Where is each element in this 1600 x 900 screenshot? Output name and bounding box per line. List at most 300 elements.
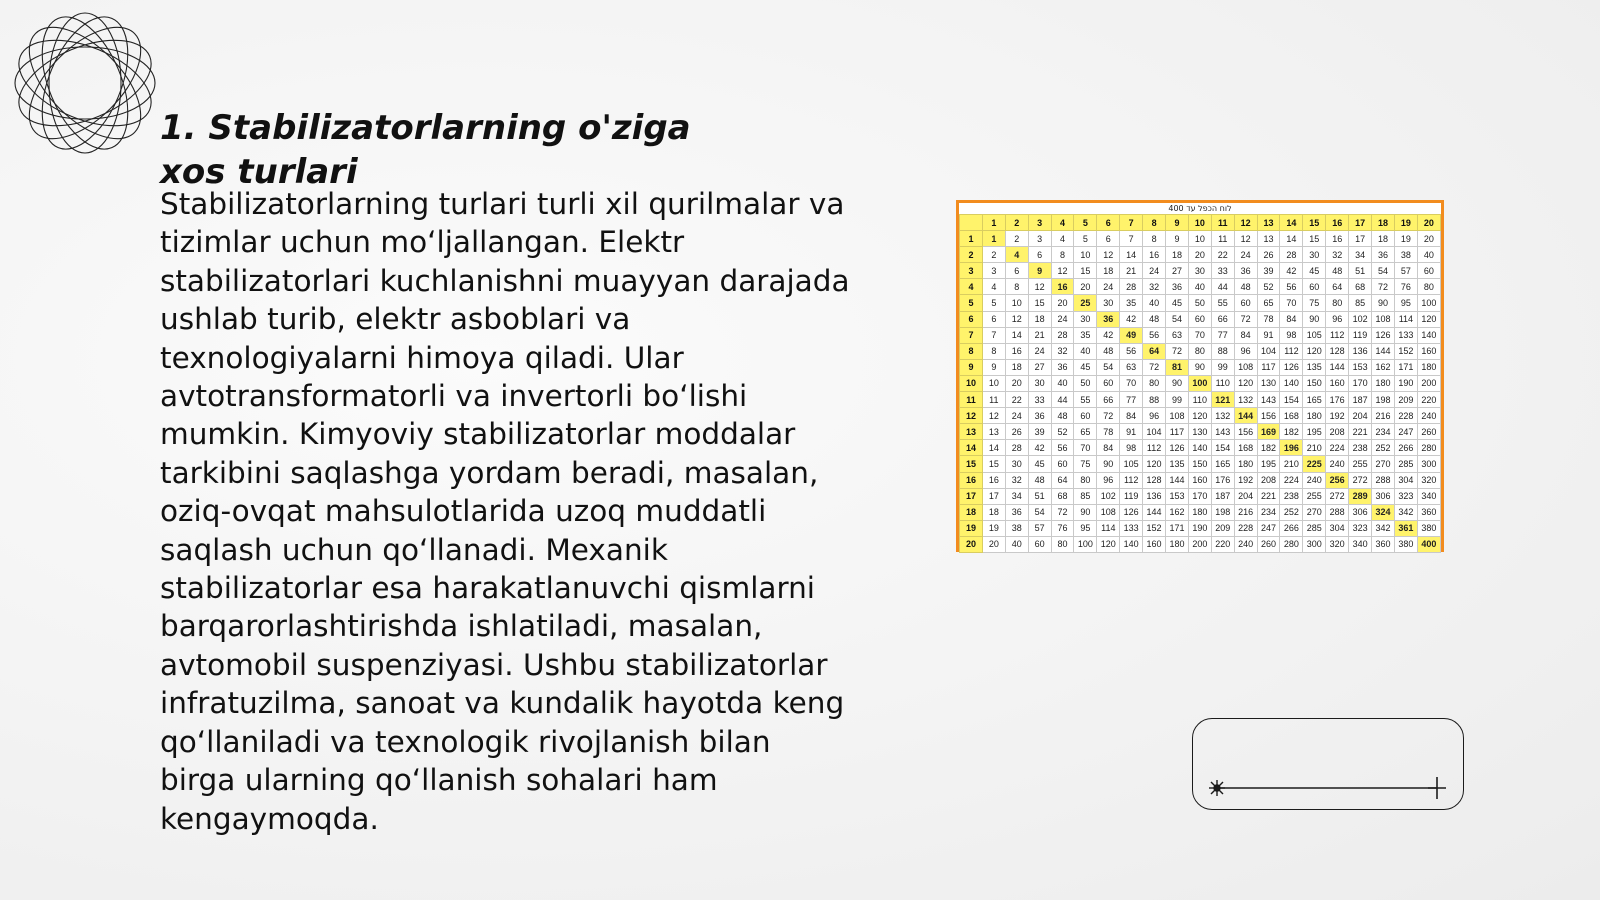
column-header: 13: [1257, 215, 1280, 231]
table-cell: 22: [1211, 247, 1234, 263]
table-cell: 34: [1349, 247, 1372, 263]
table-cell: 72: [1166, 343, 1189, 359]
table-cell: 228: [1234, 520, 1257, 536]
table-row: [960, 424, 1441, 440]
table-cell: 40: [1188, 279, 1211, 295]
table-cell: 320: [1326, 536, 1349, 552]
table-cell: 140: [1417, 327, 1440, 343]
table-cell: 252: [1280, 504, 1303, 520]
table-cell: 180: [1234, 456, 1257, 472]
table-cell: 132: [1211, 408, 1234, 424]
column-header: 12: [1234, 215, 1257, 231]
table-cell: 6: [982, 311, 1005, 327]
table-cell: 57: [1394, 263, 1417, 279]
column-header: 17: [1349, 215, 1372, 231]
table-cell: 210: [1303, 440, 1326, 456]
table-cell: 171: [1166, 520, 1189, 536]
table-cell: 132: [1234, 392, 1257, 408]
table-cell: 96: [1326, 311, 1349, 327]
table-cell: 18: [1372, 231, 1395, 247]
table-cell: 266: [1394, 440, 1417, 456]
table-cell: 96: [1234, 343, 1257, 359]
row-header: 12: [960, 408, 983, 424]
table-cell: 24: [1028, 343, 1051, 359]
table-cell: 323: [1349, 520, 1372, 536]
table-cell: 15: [1074, 263, 1097, 279]
table-cell: 44: [1211, 279, 1234, 295]
table-cell: 72: [1372, 279, 1395, 295]
table-row: [960, 295, 1441, 311]
table-cell: 10: [1005, 295, 1028, 311]
row-header: 20: [960, 536, 983, 552]
table-cell: 247: [1257, 520, 1280, 536]
table-cell: 11: [982, 392, 1005, 408]
table-cell: 300: [1417, 456, 1440, 472]
table-cell: 91: [1120, 424, 1143, 440]
table-cell: 15: [1028, 295, 1051, 311]
table-cell: 220: [1417, 392, 1440, 408]
row-header: 18: [960, 504, 983, 520]
table-cell: 19: [1394, 231, 1417, 247]
table-cell: 12: [1097, 247, 1120, 263]
table-cell: 240: [1417, 408, 1440, 424]
table-cell: 14: [1120, 247, 1143, 263]
table-cell: 36: [1028, 408, 1051, 424]
cross-icon[interactable]: [1428, 777, 1446, 799]
table-cell: 88: [1143, 392, 1166, 408]
table-cell: 36: [1372, 247, 1395, 263]
table-cell: 114: [1394, 311, 1417, 327]
table-cell: 70: [1188, 327, 1211, 343]
table-cell: 56: [1120, 343, 1143, 359]
table-cell: 3: [1028, 231, 1051, 247]
table-cell: 72: [1051, 504, 1074, 520]
table-cell: 80: [1417, 279, 1440, 295]
table-row: [960, 440, 1441, 456]
table-cell: 119: [1349, 327, 1372, 343]
table-cell: 200: [1417, 375, 1440, 391]
table-cell: 108: [1372, 311, 1395, 327]
table-cell: 36: [1097, 311, 1120, 327]
table-cell: 8: [982, 343, 1005, 359]
table-cell: 40: [1143, 295, 1166, 311]
table-corner-cell: [960, 215, 983, 231]
table-cell: 81: [1166, 359, 1189, 375]
row-header: 19: [960, 520, 983, 536]
table-cell: 30: [1005, 456, 1028, 472]
table-cell: 260: [1417, 424, 1440, 440]
table-cell: 120: [1234, 375, 1257, 391]
table-cell: 48: [1326, 263, 1349, 279]
table-cell: 180: [1372, 375, 1395, 391]
table-cell: 78: [1257, 311, 1280, 327]
table-row: [960, 504, 1441, 520]
table-cell: 190: [1188, 520, 1211, 536]
table-cell: 150: [1303, 375, 1326, 391]
table-cell: 4: [1005, 247, 1028, 263]
table-cell: 4: [1051, 231, 1074, 247]
table-cell: 256: [1326, 472, 1349, 488]
table-cell: 238: [1280, 488, 1303, 504]
table-cell: 54: [1097, 359, 1120, 375]
table-cell: 20: [1005, 375, 1028, 391]
table-cell: 15: [982, 456, 1005, 472]
table-cell: 360: [1372, 536, 1395, 552]
table-cell: 26: [1257, 247, 1280, 263]
table-cell: 84: [1280, 311, 1303, 327]
table-cell: 12: [1051, 263, 1074, 279]
table-cell: 56: [1280, 279, 1303, 295]
table-cell: 120: [1417, 311, 1440, 327]
table-row: [960, 392, 1441, 408]
table-cell: 60: [1417, 263, 1440, 279]
table-cell: 126: [1280, 359, 1303, 375]
table-cell: 280: [1417, 440, 1440, 456]
table-cell: 104: [1257, 343, 1280, 359]
table-cell: 76: [1394, 279, 1417, 295]
table-cell: 24: [1234, 247, 1257, 263]
table-cell: 24: [1005, 408, 1028, 424]
table-cell: 40: [1051, 375, 1074, 391]
table-cell: 160: [1417, 343, 1440, 359]
table-cell: 126: [1372, 327, 1395, 343]
table-cell: 3: [982, 263, 1005, 279]
table-cell: 112: [1280, 343, 1303, 359]
table-cell: 208: [1326, 424, 1349, 440]
table-cell: 32: [1326, 247, 1349, 263]
table-cell: 15: [1303, 231, 1326, 247]
table-cell: 6: [1005, 263, 1028, 279]
table-cell: 160: [1188, 472, 1211, 488]
table-cell: 340: [1417, 488, 1440, 504]
table-cell: 88: [1211, 343, 1234, 359]
table-cell: 36: [1166, 279, 1189, 295]
table-cell: 90: [1097, 456, 1120, 472]
table-cell: 2: [1005, 231, 1028, 247]
row-header: 14: [960, 440, 983, 456]
table-cell: 130: [1188, 424, 1211, 440]
table-cell: 108: [1234, 359, 1257, 375]
table-cell: 285: [1303, 520, 1326, 536]
table-row: [960, 263, 1441, 279]
table-cell: 272: [1349, 472, 1372, 488]
table-cell: 7: [1120, 231, 1143, 247]
table-cell: 60: [1051, 456, 1074, 472]
table-cell: 72: [1143, 359, 1166, 375]
table-cell: 221: [1257, 488, 1280, 504]
table-caption: לוח הכפל עד 400: [1168, 204, 1232, 213]
row-header: 3: [960, 263, 983, 279]
table-cell: 96: [1143, 408, 1166, 424]
table-row: [960, 488, 1441, 504]
table-cell: 180: [1417, 359, 1440, 375]
table-cell: 108: [1166, 408, 1189, 424]
table-cell: 36: [1005, 504, 1028, 520]
table-cell: 24: [1051, 311, 1074, 327]
table-cell: 80: [1188, 343, 1211, 359]
table-cell: 20: [1417, 231, 1440, 247]
table-cell: 10: [1188, 231, 1211, 247]
table-cell: 168: [1280, 408, 1303, 424]
table-cell: 27: [1166, 263, 1189, 279]
table-cell: 108: [1097, 504, 1120, 520]
column-header: 20: [1417, 215, 1440, 231]
table-cell: 7: [982, 327, 1005, 343]
table-cell: 128: [1326, 343, 1349, 359]
table-cell: 60: [1188, 311, 1211, 327]
table-cell: 18: [1005, 359, 1028, 375]
table-cell: 16: [1326, 231, 1349, 247]
table-cell: 154: [1211, 440, 1234, 456]
slide-body-text: Stabilizatorlarning turlari turli xil qurilmalar va tizimlar uchun mo‘ljallangan. Elektr stabilizatorlari kuchlanishni muayyan darajada ushlab turib, elektr asboblari va texnologiyalarni himoya qiladi. Ular avtotransformatorli va invertorli bo‘lishi mumkin. Kimyoviy stabilizatorlar moddalar tarkibini saqlashga yordam beradi, masalan, oziq-ovqat mahsulotlarida uzoq muddatli saqlash uchun qo‘llanadi. Mexanik stabilizatorlar esa harakatlanuvchi qismlarni barqarorlashtirishda ishlatiladi, masalan, avtomobil suspenziyasi. Ushbu stabilizatorlar infratuzilma, sanoat va kundalik hayotda keng qo‘llaniladi va texnologik rivojlanish bilan birga ularning qo‘llanish sohalari ham kengaymoqda.: [160, 187, 850, 836]
table-cell: 80: [1143, 375, 1166, 391]
table-row: [960, 359, 1441, 375]
table-cell: 95: [1074, 520, 1097, 536]
table-cell: 270: [1303, 504, 1326, 520]
table-cell: 110: [1211, 375, 1234, 391]
column-header: 10: [1188, 215, 1211, 231]
table-cell: 30: [1074, 311, 1097, 327]
table-cell: 40: [1005, 536, 1028, 552]
table-cell: 14: [982, 440, 1005, 456]
table-cell: 14: [1005, 327, 1028, 343]
column-header: 11: [1211, 215, 1234, 231]
table-cell: 135: [1303, 359, 1326, 375]
table-cell: 95: [1394, 295, 1417, 311]
table-cell: 54: [1166, 311, 1189, 327]
table-cell: 36: [1051, 359, 1074, 375]
table-cell: 18: [982, 504, 1005, 520]
table-cell: 153: [1349, 359, 1372, 375]
row-header: 2: [960, 247, 983, 263]
table-cell: 42: [1028, 440, 1051, 456]
table-cell: 152: [1394, 343, 1417, 359]
table-cell: 304: [1326, 520, 1349, 536]
table-cell: 68: [1051, 488, 1074, 504]
table-cell: 224: [1280, 472, 1303, 488]
table-cell: 10: [982, 375, 1005, 391]
table-cell: 190: [1394, 375, 1417, 391]
table-cell: 54: [1028, 504, 1051, 520]
table-cell: 216: [1372, 408, 1395, 424]
table-cell: 340: [1349, 536, 1372, 552]
table-cell: 5: [982, 295, 1005, 311]
table-cell: 9: [982, 359, 1005, 375]
table-cell: 56: [1051, 440, 1074, 456]
table-cell: 2: [982, 247, 1005, 263]
table-cell: 18: [1028, 311, 1051, 327]
table-cell: 25: [1074, 295, 1097, 311]
table-cell: 400: [1417, 536, 1440, 552]
row-header: 10: [960, 375, 983, 391]
slider-control[interactable]: [1192, 718, 1464, 810]
table-cell: 48: [1097, 343, 1120, 359]
table-cell: 36: [1234, 263, 1257, 279]
table-cell: 361: [1394, 520, 1417, 536]
column-header: 19: [1394, 215, 1417, 231]
table-cell: 112: [1326, 327, 1349, 343]
sparkle-icon[interactable]: [1209, 780, 1225, 796]
table-cell: 21: [1120, 263, 1143, 279]
table-cell: 17: [982, 488, 1005, 504]
table-row: [960, 247, 1441, 263]
table-cell: 180: [1303, 408, 1326, 424]
table-cell: 65: [1257, 295, 1280, 311]
table-cell: 16: [982, 472, 1005, 488]
table-cell: 51: [1349, 263, 1372, 279]
table-cell: 16: [1051, 279, 1074, 295]
table-cell: 34: [1005, 488, 1028, 504]
table-cell: 12: [1028, 279, 1051, 295]
table-cell: 165: [1303, 392, 1326, 408]
table-cell: 153: [1166, 488, 1189, 504]
table-cell: 50: [1074, 375, 1097, 391]
table-cell: 80: [1051, 536, 1074, 552]
table-cell: 27: [1028, 359, 1051, 375]
table-row: [960, 472, 1441, 488]
table-cell: 120: [1188, 408, 1211, 424]
table-cell: 266: [1280, 520, 1303, 536]
table-cell: 104: [1143, 424, 1166, 440]
table-cell: 117: [1257, 359, 1280, 375]
column-header: 4: [1051, 215, 1074, 231]
spirograph-decoration-icon: [10, 8, 160, 158]
table-cell: 60: [1028, 536, 1051, 552]
table-cell: 133: [1120, 520, 1143, 536]
table-cell: 247: [1394, 424, 1417, 440]
table-cell: 152: [1143, 520, 1166, 536]
table-cell: 160: [1143, 536, 1166, 552]
table-cell: 85: [1074, 488, 1097, 504]
table-row: [960, 327, 1441, 343]
row-header: 11: [960, 392, 983, 408]
table-cell: 144: [1372, 343, 1395, 359]
table-cell: 60: [1074, 408, 1097, 424]
column-header: 6: [1097, 215, 1120, 231]
row-header: 15: [960, 456, 983, 472]
table-cell: 8: [1051, 247, 1074, 263]
table-cell: 50: [1188, 295, 1211, 311]
table-cell: 77: [1211, 327, 1234, 343]
table-cell: 35: [1074, 327, 1097, 343]
table-cell: 220: [1211, 536, 1234, 552]
table-cell: 100: [1074, 536, 1097, 552]
table-cell: 90: [1372, 295, 1395, 311]
table-cell: 216: [1234, 504, 1257, 520]
table-row: [960, 279, 1441, 295]
table-cell: 80: [1074, 472, 1097, 488]
table-cell: 24: [1143, 263, 1166, 279]
table-cell: 90: [1188, 359, 1211, 375]
row-header: 6: [960, 311, 983, 327]
multiplication-table-image: [956, 200, 1444, 552]
row-header: 1: [960, 231, 983, 247]
table-cell: 64: [1143, 343, 1166, 359]
table-cell: 182: [1257, 440, 1280, 456]
table-cell: 12: [982, 408, 1005, 424]
table-cell: 20: [982, 536, 1005, 552]
table-cell: 144: [1326, 359, 1349, 375]
table-cell: 42: [1280, 263, 1303, 279]
table-cell: 91: [1257, 327, 1280, 343]
column-header: 14: [1280, 215, 1303, 231]
table-cell: 170: [1349, 375, 1372, 391]
table-cell: 114: [1097, 520, 1120, 536]
table-cell: 105: [1303, 327, 1326, 343]
table-cell: 28: [1280, 247, 1303, 263]
table-cell: 45: [1074, 359, 1097, 375]
table-cell: 32: [1051, 343, 1074, 359]
table-cell: 304: [1394, 472, 1417, 488]
table-cell: 234: [1372, 424, 1395, 440]
table-cell: 195: [1257, 456, 1280, 472]
table-cell: 32: [1005, 472, 1028, 488]
table-cell: 170: [1188, 488, 1211, 504]
table-cell: 45: [1303, 263, 1326, 279]
table-cell: 342: [1394, 504, 1417, 520]
table-cell: 133: [1394, 327, 1417, 343]
table-cell: 204: [1234, 488, 1257, 504]
table-cell: 39: [1257, 263, 1280, 279]
table-cell: 150: [1188, 456, 1211, 472]
table-cell: 180: [1188, 504, 1211, 520]
table-cell: 55: [1074, 392, 1097, 408]
table-cell: 187: [1349, 392, 1372, 408]
table-cell: 224: [1326, 440, 1349, 456]
table-cell: 64: [1051, 472, 1074, 488]
column-header: 8: [1143, 215, 1166, 231]
table-cell: 342: [1372, 520, 1395, 536]
table-cell: 63: [1120, 359, 1143, 375]
table-cell: 289: [1349, 488, 1372, 504]
table-row: [960, 231, 1441, 247]
table-row: [960, 456, 1441, 472]
table-cell: 112: [1120, 472, 1143, 488]
table-cell: 198: [1372, 392, 1395, 408]
table-cell: 6: [1097, 231, 1120, 247]
table-cell: 285: [1394, 456, 1417, 472]
table-cell: 40: [1417, 247, 1440, 263]
table-cell: 30: [1028, 375, 1051, 391]
table-cell: 24: [1097, 279, 1120, 295]
table-cell: 70: [1074, 440, 1097, 456]
table-cell: 128: [1143, 472, 1166, 488]
table-cell: 16: [1143, 247, 1166, 263]
table-cell: 96: [1097, 472, 1120, 488]
table-cell: 1: [982, 231, 1005, 247]
table-cell: 80: [1326, 295, 1349, 311]
table-cell: 260: [1257, 536, 1280, 552]
table-cell: 126: [1166, 440, 1189, 456]
table-cell: 60: [1234, 295, 1257, 311]
table-cell: 28: [1051, 327, 1074, 343]
table-cell: 140: [1280, 375, 1303, 391]
table-cell: 324: [1372, 504, 1395, 520]
table-cell: 144: [1234, 408, 1257, 424]
table-cell: 143: [1211, 424, 1234, 440]
table-cell: 6: [1028, 247, 1051, 263]
table-cell: 35: [1120, 295, 1143, 311]
table-cell: 136: [1349, 343, 1372, 359]
table-cell: 130: [1257, 375, 1280, 391]
table-cell: 5: [1074, 231, 1097, 247]
table-cell: 33: [1028, 392, 1051, 408]
table-cell: 168: [1234, 440, 1257, 456]
table-cell: 52: [1257, 279, 1280, 295]
column-header: 3: [1028, 215, 1051, 231]
table-cell: 56: [1143, 327, 1166, 343]
row-header: 5: [960, 295, 983, 311]
